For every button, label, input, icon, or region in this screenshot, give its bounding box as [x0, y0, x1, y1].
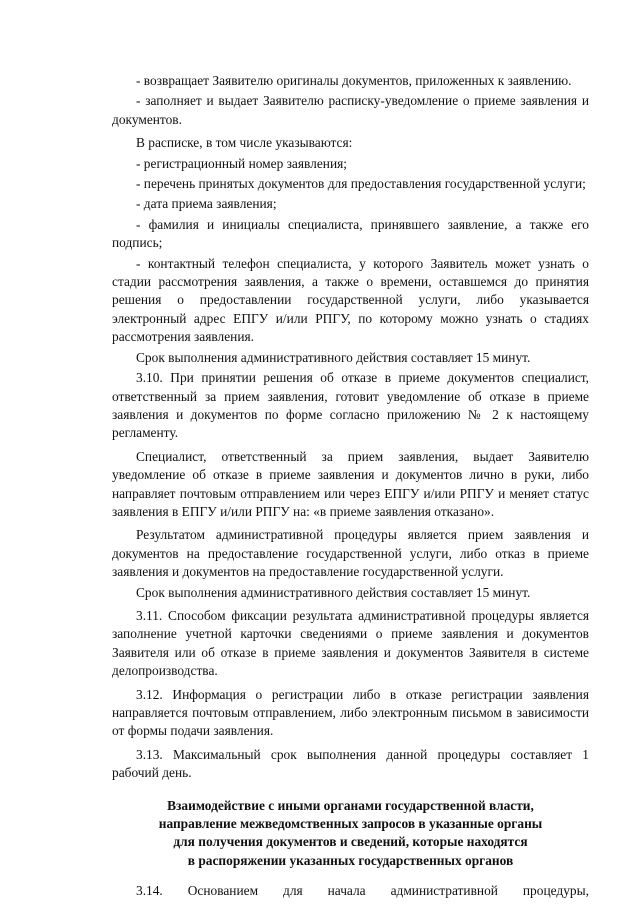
paragraph-registration-number: - регистрационный номер заявления; [136, 155, 348, 171]
paragraph-receipt-intro: В расписке, в том числе указываются: [136, 135, 353, 151]
paragraph-term-15-min-2: Срок выполнения административного действия составляет 15 минут. [136, 584, 531, 600]
paragraph-contact-phone: - контактный телефон специалиста, у которого Заявитель может узнать о стадии рассмотрения заявления, а также о времени, оставшемся до принятия решения о предоставлении государственной услуги, либо указывается электронный адрес ЕПГУ и/или РПГУ, по которому можно узнать о стадиях рассмотрения заявления. [112, 255, 589, 345]
paragraph-return-originals: - возвращает Заявителю оригиналы документов, приложенных к заявлению. [136, 73, 572, 88]
document-page [112, 72, 589, 900]
word: процедуры, [522, 883, 589, 899]
paragraph-procedure-result: Результатом административной процедуры является прием заявления и документов на предоставление государственной услуги, либо отказ в приеме заявления и документов на предоставление государственной услуги. [112, 527, 589, 580]
paragraph-3-10: 3.10. При принятии решения об отказе в приеме документов специалист, ответственный за прием заявления, готовит уведомление об отказе в приеме заявления и документов по форме согласно приложению № 2 к настоящему регламенту. [112, 370, 589, 441]
paragraph-term-15-min-1: Срок выполнения административного действия составляет 15 минут. [136, 349, 531, 365]
paragraph-specialist-issues-notice: Специалист, ответственный за прием заявления, выдает Заявителю уведомление об отказе в приеме заявления и документов лично в руки, либо направляет почтовым отправлением или через ЕПГУ и/или РПГУ и меняет статус заявления в ЕПГУ и/или РПГУ на: «в приеме заявления отказано». [112, 448, 589, 519]
word: Основанием [187, 883, 259, 899]
paragraph-specialist-name: - фамилия и инициалы специалиста, принявшего заявление, а также его подпись; [112, 216, 589, 251]
heading-line: Взаимодействие с иными органами государственной власти, [167, 797, 534, 813]
heading-line: направление межведомственных запросов в указанные органы [158, 816, 543, 832]
paragraph-3-12: 3.12. Информация о регистрации либо в отказе регистрации заявления направляется почтовым отправлением, либо электронным письмом в зависимости от формы подачи заявления. [112, 686, 589, 739]
heading-line: для получения документов и сведений, которые находятся [173, 834, 528, 850]
section-heading [112, 797, 589, 871]
paragraph-3-14-first-line [112, 882, 589, 900]
paragraph-issue-receipt: - заполняет и выдает Заявителю расписку-уведомление о приеме заявления и документов. [112, 93, 589, 127]
word: 3.14. [136, 883, 163, 899]
paragraph-receipt-date: - дата приема заявления; [136, 196, 277, 212]
word: для [283, 883, 303, 899]
paragraph-documents-list: - перечень принятых документов для предоставления государственной услуги; [136, 176, 586, 192]
word: административной [390, 883, 498, 899]
paragraph-3-13: 3.13. Максимальный срок выполнения данной процедуры составляет 1 рабочий день. [112, 746, 589, 781]
paragraph-3-11: 3.11. Способом фиксации результата административной процедуры является заполнение учетной карточки сведениями о приеме заявления и документов Заявителя или об отказе в приеме заявления и документов Заявителя в системе делопроизводства. [112, 607, 589, 679]
heading-line: в распоряжении указанных государственных органов [187, 852, 514, 868]
word: начала [327, 883, 366, 899]
